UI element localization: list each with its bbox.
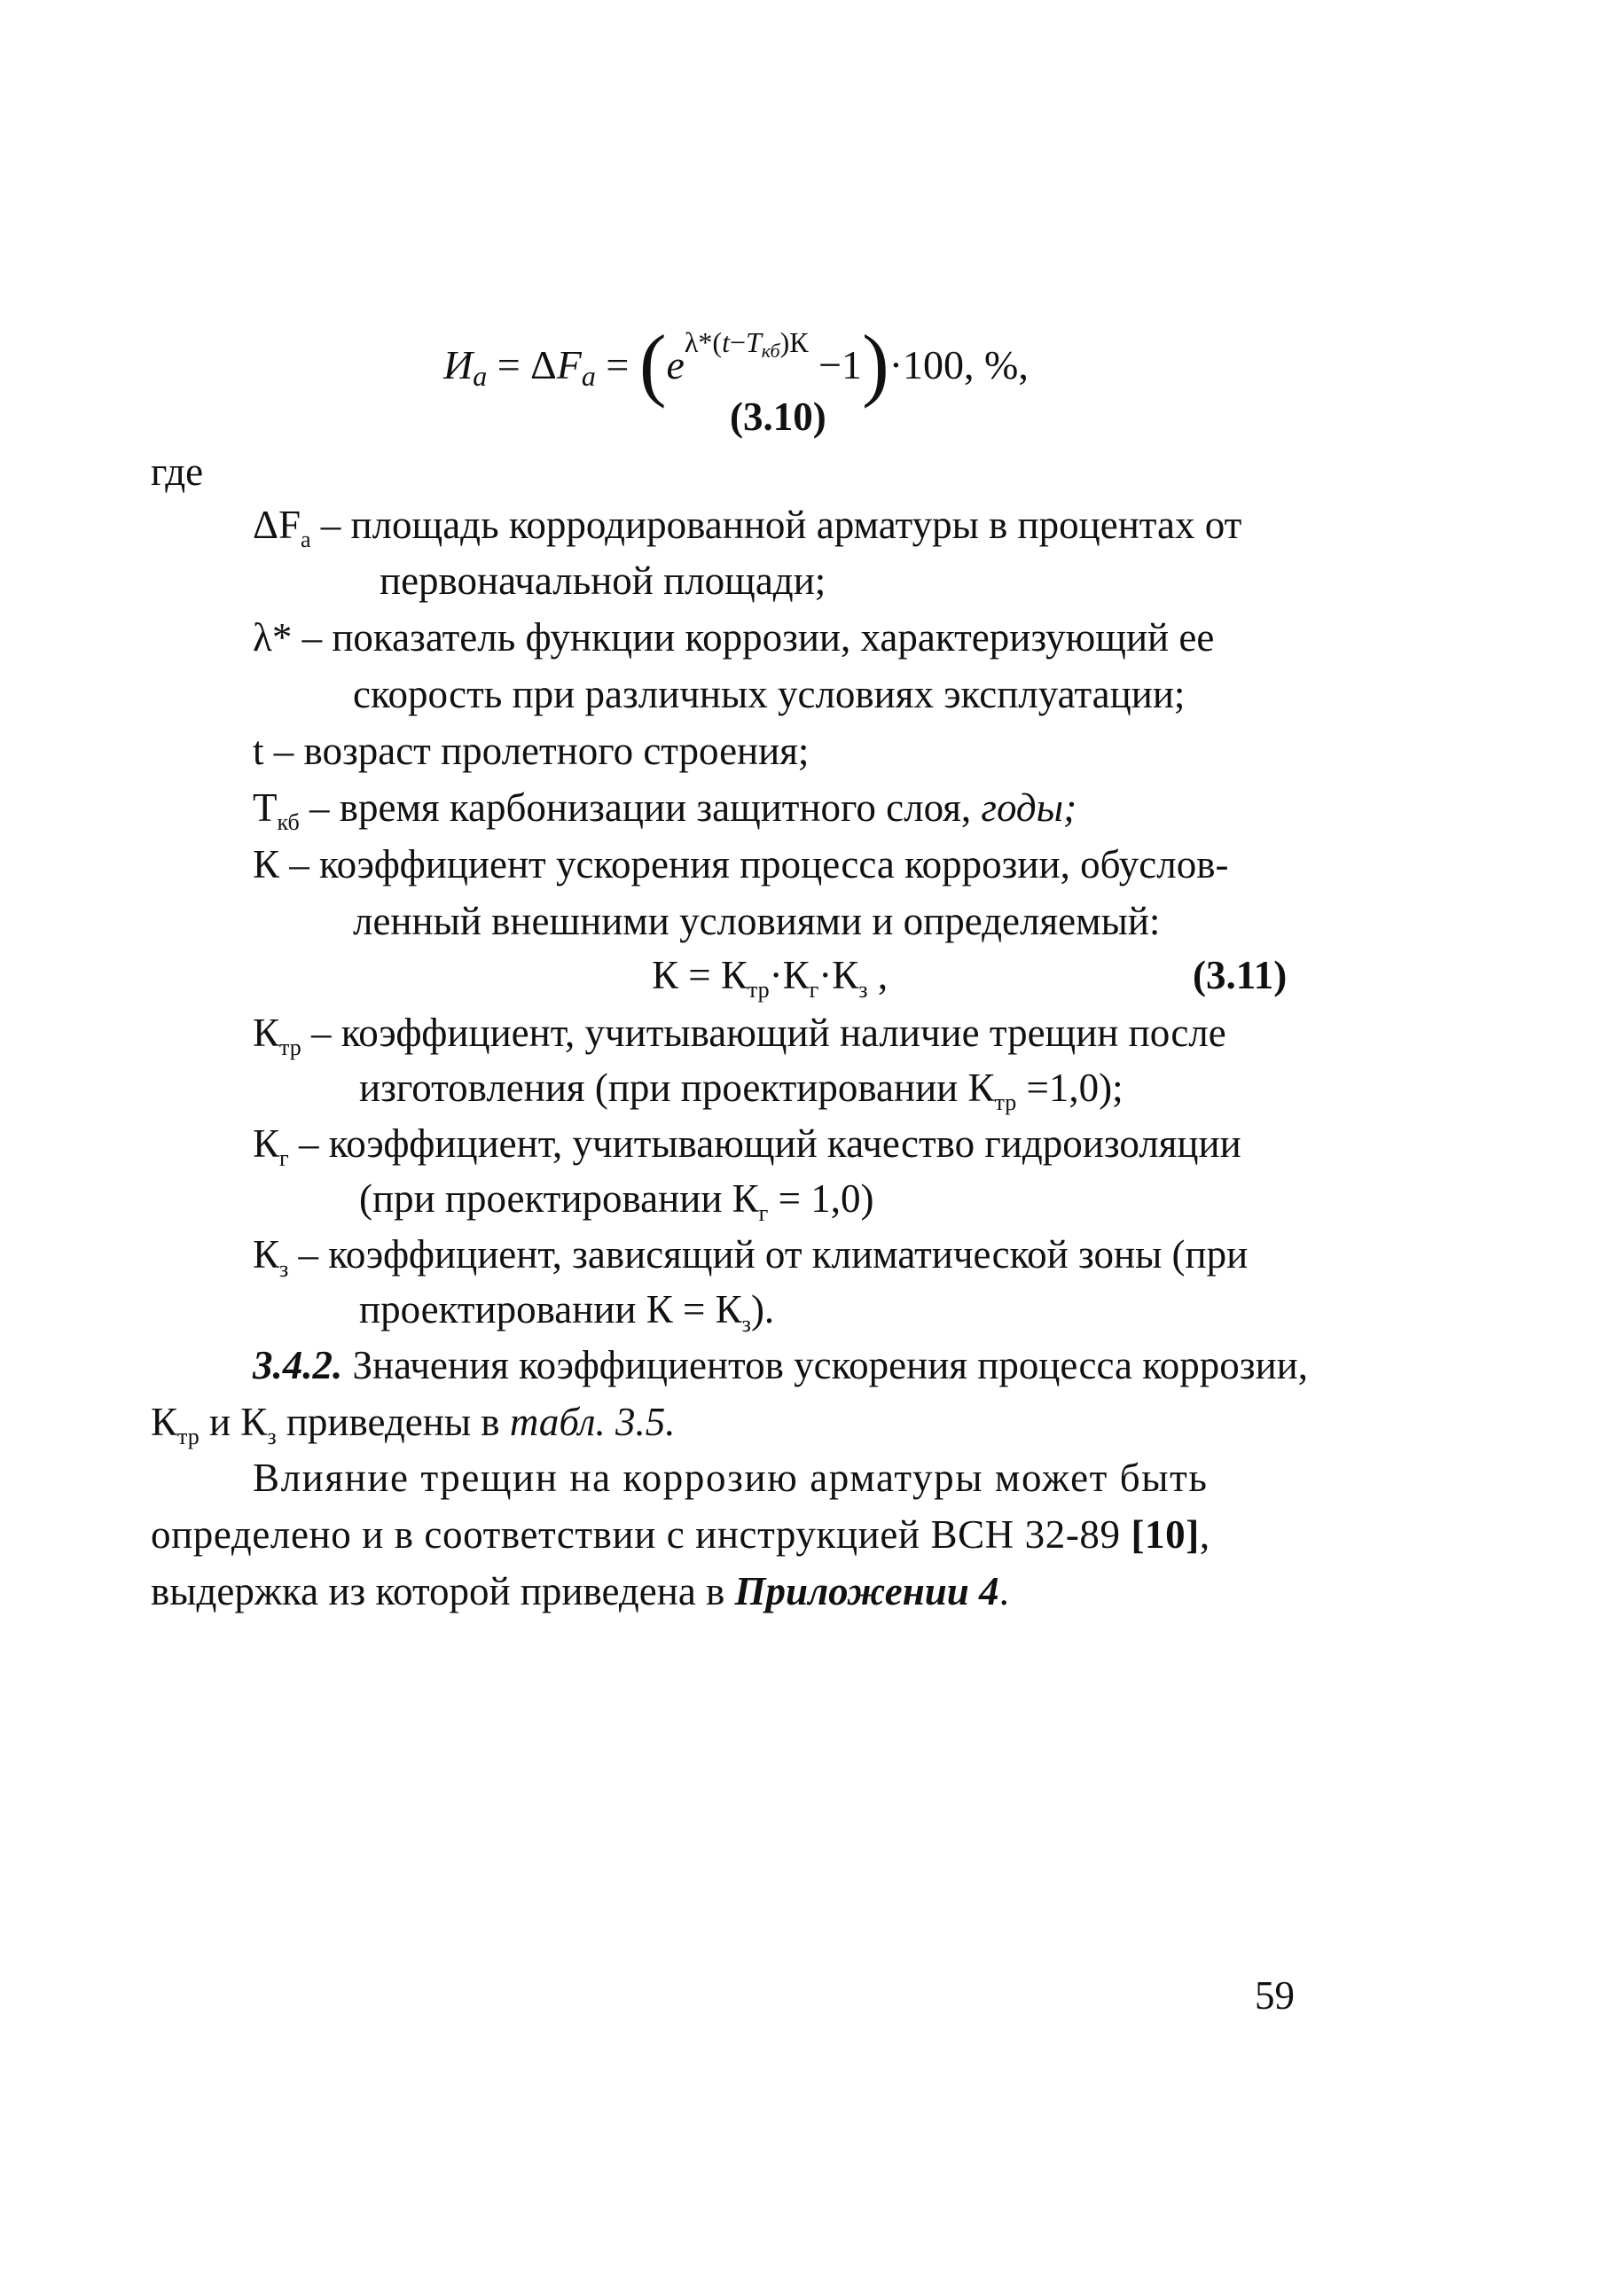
def-kz-cont-a: проектировании К = К <box>359 1287 742 1332</box>
def-kz <box>253 1232 1249 1282</box>
para-cracks-line3-text: выдержка из которой приведена в <box>151 1569 735 1613</box>
def-dfa <box>253 503 1242 552</box>
exp-main: λ*( <box>684 326 723 358</box>
def-ktr-cont-b: =1,0); <box>1016 1066 1124 1110</box>
equation-number-3-11: (3.11) <box>1193 953 1288 997</box>
para-cracks-ref: [10] <box>1131 1512 1200 1557</box>
def-kz-cont <box>359 1287 775 1337</box>
para-3-4-2-k2: и К <box>199 1400 268 1444</box>
def-kg-cont <box>359 1176 874 1226</box>
def-lambda: λ* – показатель функции коррозии, характеризующий ее <box>253 615 1215 660</box>
formula-eq2: = <box>595 342 639 387</box>
equation-number-3-10: (3.10) <box>730 394 826 439</box>
para-3-4-2-sub2: з <box>267 1424 277 1449</box>
f311-dot2: ·К <box>818 953 859 997</box>
def-dfa-symbol: ΔF <box>253 503 301 547</box>
exp-minus: − <box>729 326 746 358</box>
f311-k: К = К <box>652 953 748 997</box>
def-lambda-cont: скорость при различных условиях эксплуатации; <box>353 672 1186 716</box>
f311-sub1: тр <box>747 977 770 1003</box>
def-dfa-text: – площадь корродированной арматуры в процентах от <box>310 503 1242 547</box>
para-cracks-line2-text: определено и в соответствии с инструкцией ВСН 32-89 <box>151 1512 1131 1557</box>
def-ktr <box>253 1011 1226 1060</box>
formula-exponent <box>684 326 809 362</box>
def-kz-text: – коэффициент, зависящий от климатической зоны (при <box>288 1232 1249 1277</box>
def-tkb <box>253 785 1077 835</box>
def-ktr-text: – коэффициент, учитывающий наличие трещин после <box>301 1011 1226 1055</box>
formula-e: e <box>666 342 685 387</box>
def-tkb-symbol: Т <box>253 785 278 830</box>
formula-lhs-sub: a <box>473 360 488 392</box>
def-ktr-cont-a: изготовления (при проектировании К <box>359 1066 995 1110</box>
para-3-4-2-line2 <box>151 1400 676 1449</box>
formula-lhs: И <box>443 342 474 387</box>
f311-sub2: г <box>809 977 819 1003</box>
def-k-cont: ленный внешними условиями и определяемый: <box>353 899 1161 943</box>
para-3-4-2-sub1: тр <box>177 1424 200 1449</box>
para-3-4-2-line1 <box>253 1343 1308 1387</box>
f311-dot1: ·К <box>769 953 810 997</box>
def-tkb-italic: годы; <box>981 785 1077 830</box>
def-kg <box>253 1121 1241 1171</box>
def-kg-cont-a: (при проектировании К <box>359 1176 759 1221</box>
def-kg-cont-b: = 1,0) <box>768 1176 874 1221</box>
def-kg-text: – коэффициент, учитывающий качество гидроизоляции <box>288 1121 1241 1166</box>
def-kz-cont-sub: з <box>741 1311 751 1337</box>
def-kz-cont-b: ). <box>750 1287 775 1332</box>
formula-open-paren: ( <box>638 318 667 409</box>
formula-3-11 <box>652 953 889 1003</box>
formula-eq1: = Δ <box>487 342 557 387</box>
formula-tail: ·100, %, <box>889 342 1029 387</box>
para-cracks-line2-comma: , <box>1199 1512 1210 1557</box>
def-dfa-sub: а <box>300 527 311 552</box>
def-ktr-symbol: К <box>253 1011 280 1055</box>
f311-comma: , <box>867 953 889 997</box>
def-tkb-text: – время карбонизации защитного слоя, <box>299 785 982 830</box>
page-number: 59 <box>1255 1973 1295 2018</box>
para-cracks-line3-end: . <box>998 1569 1009 1613</box>
def-t: t – возраст пролетного строения; <box>253 729 810 773</box>
def-tkb-sub: кб <box>277 809 300 835</box>
def-ktr-sub: тр <box>279 1035 301 1060</box>
para-3-4-2-given: приведены в <box>276 1400 510 1444</box>
para-cracks-appendix: Приложении 4 <box>734 1569 999 1613</box>
def-kz-sub: з <box>279 1256 289 1282</box>
def-k: К – коэффициент ускорения процесса коррозии, обуслов- <box>253 842 1229 886</box>
para-cracks-line1: Влияние трещин на коррозию арматуры может быть <box>253 1456 1209 1500</box>
exp-t: t <box>722 326 730 358</box>
def-kg-cont-sub: г <box>758 1200 769 1226</box>
para-3-4-2-text: Значения коэффициентов ускорения процесса коррозии, <box>342 1343 1308 1387</box>
para-cracks-line3 <box>151 1569 1009 1613</box>
formula-3-10 <box>443 318 1029 409</box>
exp-close: )К <box>779 326 809 358</box>
formula-minus-one: −1 <box>808 342 863 387</box>
para-3-4-2-table-ref: табл. 3.5. <box>509 1400 676 1444</box>
def-kg-sub: г <box>279 1145 289 1171</box>
para-3-4-2-number: 3.4.2. <box>253 1343 343 1387</box>
def-ktr-cont-sub: тр <box>994 1089 1017 1115</box>
formula-f-sub: a <box>581 360 596 392</box>
para-3-4-2-k1: К <box>151 1400 178 1444</box>
exp-T: T <box>746 326 762 358</box>
para-cracks-line2 <box>151 1512 1210 1557</box>
formula-f: F <box>556 342 582 387</box>
where-label: где <box>151 449 204 494</box>
def-ktr-cont <box>359 1066 1124 1115</box>
f311-sub3: з <box>858 977 868 1003</box>
formula-close-paren: ) <box>862 318 889 409</box>
def-kz-symbol: К <box>253 1232 280 1277</box>
exp-T-sub: кб <box>761 340 780 362</box>
def-dfa-cont: первоначальной площади; <box>380 558 826 603</box>
def-kg-symbol: К <box>253 1121 280 1166</box>
